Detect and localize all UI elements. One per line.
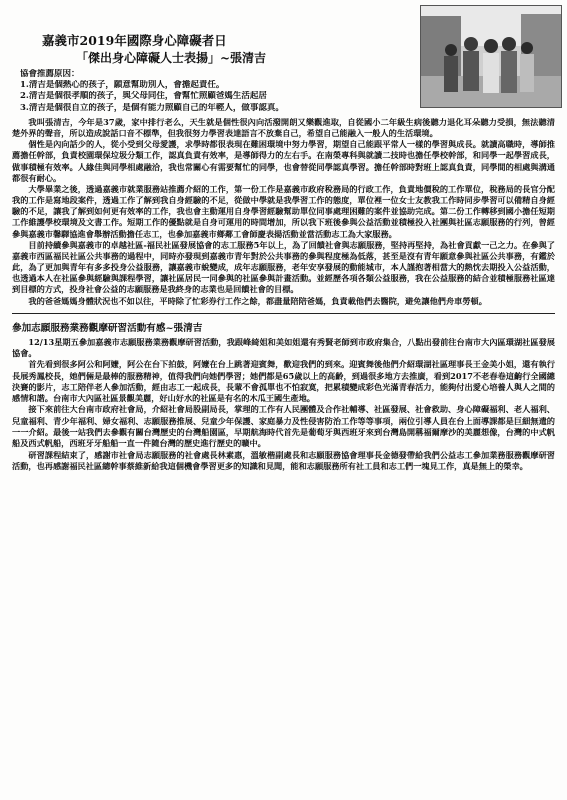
reasons-heading: 協會推薦原因： xyxy=(20,69,80,79)
article2-paragraph: 首先看到很多阿公和阿嬤，阿公在台下拍鼓，阿嬤在台上跳著迎賓舞，歡迎我們的到來。迎賓舞後他們介紹環湖社區理事長王金美小姐，還有執行長展秀鳳校長，她們倆是最棒的服務精神，值得我們向她們學習；她們都是65歲以上的高齡，到過很多地方去推廣，看到2017不老春卷這齣行全國總決賽的影片，志工陪伴老人參加活動，經由志工一起成長，長輩不會孤單也不怕寂寞，把累積變成彩色光滿青春活力，能夠付出愛心培養人與人之間的感情和諧。台南市大內區社區景觀美麗，好山好水的社區是有名的木瓜王國生產地。 xyxy=(12,359,555,404)
reasons-block xyxy=(20,69,420,114)
article1-paragraph: 個性是內向話少的人，從小受到父母愛護，求學時都很表現在難困環境中努力學習，期望自己能跟平常人一樣的學習與成長。就讀高職時，導師推薦擔任幹部，負責校園環保垃圾分類工作，認真負責有效率，是導師得力的左右手。在南榮專科與就讀二技時也擔任學校幹部，和同學一起學習成長，做事積極有效率。人緣佳與同學相處融洽，我也常關心有需要幫忙的同學，也會替從同學認真學習。擔任幹部時對班上認真負責，同學間的相處與溝通都很有耐心。 xyxy=(12,139,555,183)
group-photo-image xyxy=(421,6,562,108)
article2-paragraph: 接下來前往大台南市政府社會局，介紹社會局股副局長，掌理的工作有人民團體及合作社輔導、社區發展、社會救助、身心障礙福利、老人福利、兒童福利、青少年福利、婦女福利、志願服務推展、兒童少年保護、家庭暴力及性侵害防治工作等等事項，兩位引導人員在台上面導課都是巨細無遺的一一介紹。最後一站我們去參觀有關台灣歷史的台灣船園區，早期航海時代首先是葡萄牙與西班牙來到台灣島開稱福爾摩沙的美麗想像，台灣的中式帆船及西式帆船，西班牙牙船船一直一件隨台灣的歷史進行歷史的曠中。 xyxy=(12,404,555,449)
reason-item: 1.清吉是個熱心的孩子，願意幫助別人，會擔起責任。 xyxy=(20,80,225,91)
article1-title: 嘉義市2019年國際身心障礙者日 xyxy=(42,33,227,48)
section-divider xyxy=(12,313,555,314)
article2 xyxy=(12,320,555,473)
article1-header xyxy=(12,5,555,117)
article1-subtitle: 「傑出身心障礙人士表揚」~張清吉 xyxy=(76,51,267,65)
article1-paragraph: 我叫張清吉，今年是37歲，家中排行老么，天生就是個性很內向活潑開朗又樂觀進取，自從國小二年級生病後聽力退化耳朵聽力受損，無法聽清楚外界的聲音，所以造成說話口音不標準，但我很努力學習表達語言不放棄自己，希望自己能融入一般人的生活環境。 xyxy=(12,117,555,139)
article2-paragraph: 研習課程結束了，感謝市社會局志願服務的社會處長林素惠，溫敏楷副處長和志願服務協會理事長金德發帶給我們公益志工參加業務服務觀摩研習活動，也再感謝福民社區總幹事蔡維新給我這個機會學習更多的知識和見聞，能和志願服務所有社工員和志工們一塊見工作，真是無上的榮幸。 xyxy=(12,449,555,471)
article1-paragraph: 目前持續參與嘉義市的卓越社區-福民社區發展協會的志工服務5年以上，為了回饋社會與志願服務，堅持再堅持，為社會貢獻一己之力。在參與了嘉義市西區福民社區公共事務的過程中，同時亦發現到嘉義市青年對於公共事務的參與程度極為低落，甚至是沒有青年願意參與社區公共事務，有鑑於此，為了更加與青年有多多投身公益服務，讓嘉義市蛻變成，成年志願服務，老年安享發展的動能城市，本人謹抱著相當大的熱忱去期投入公益活動，也透過本人在社區參與經驗與課程學習，讓社區居民一同參與的社區參與計畫活動。並經歷各項各類公益服務，我在公益服務的結合並積極服務社區達到目標的方式，投身社會公益的志願服務是我終身的志業也是回饋社會的目標。 xyxy=(12,239,555,295)
group-photo xyxy=(420,5,562,108)
reason-item: 3.清吉是個很自立的孩子，是個有能力照顧自己的年輕人，做事認真。 xyxy=(20,102,284,113)
article1-paragraph: 大學畢業之後，透過嘉義市就業服務站推薦介紹的工作，第一份工作是嘉義市政府稅務局的行政工作，負責地價稅的工作單位，稅務局的長官分配我的工作是寫地段案件，透過工作了解到我自身經驗的不足，從做中學就是我學習工作的態度，單位裡一位女士友教我工作時同步學習可以備精自身經驗的不足，讓我了解到如何更有效率的工作，我也會主動運用自身學習經驗幫助單位同事處理困難的案件並協助完成。第二份工作轉移到國小擔任短期工作維護學校環境及文書工作。短期工作的優點就是自身可運用的時間增加，所以我下班後參與公益活動並積極投入社團與社區志願服務的行列，曾經參與嘉義市馨驛協進會舉辦活動擔任志工，也參加嘉義市鄉鄰工會師慶表揚活動並當活動志工為大家服務。 xyxy=(12,183,555,239)
article1-paragraph: 我的爸爸媽媽身體狀況也不如以往，平時除了忙彩券行工作之餘，都盡量陪陪爸媽，負責載他們去醫院，避免讓他們舟車勞頓。 xyxy=(28,295,487,306)
article1-body xyxy=(12,117,555,307)
article2-paragraph: 12/13星期五參加嘉義市志願服務業務觀摩研習活動，我跟峰綺姐和美如姐還有秀賢老師到市政府集合，八點出發前往台南市大內區環湖社區發展協會。 xyxy=(12,336,555,358)
reason-item: 2.清吉是個很孝順的孩子，與父母同住，會幫忙照顧爸媽生活起居 xyxy=(20,91,267,102)
article2-title: 參加志願服務業務觀摩研習活動有感~張清吉 xyxy=(12,322,203,334)
